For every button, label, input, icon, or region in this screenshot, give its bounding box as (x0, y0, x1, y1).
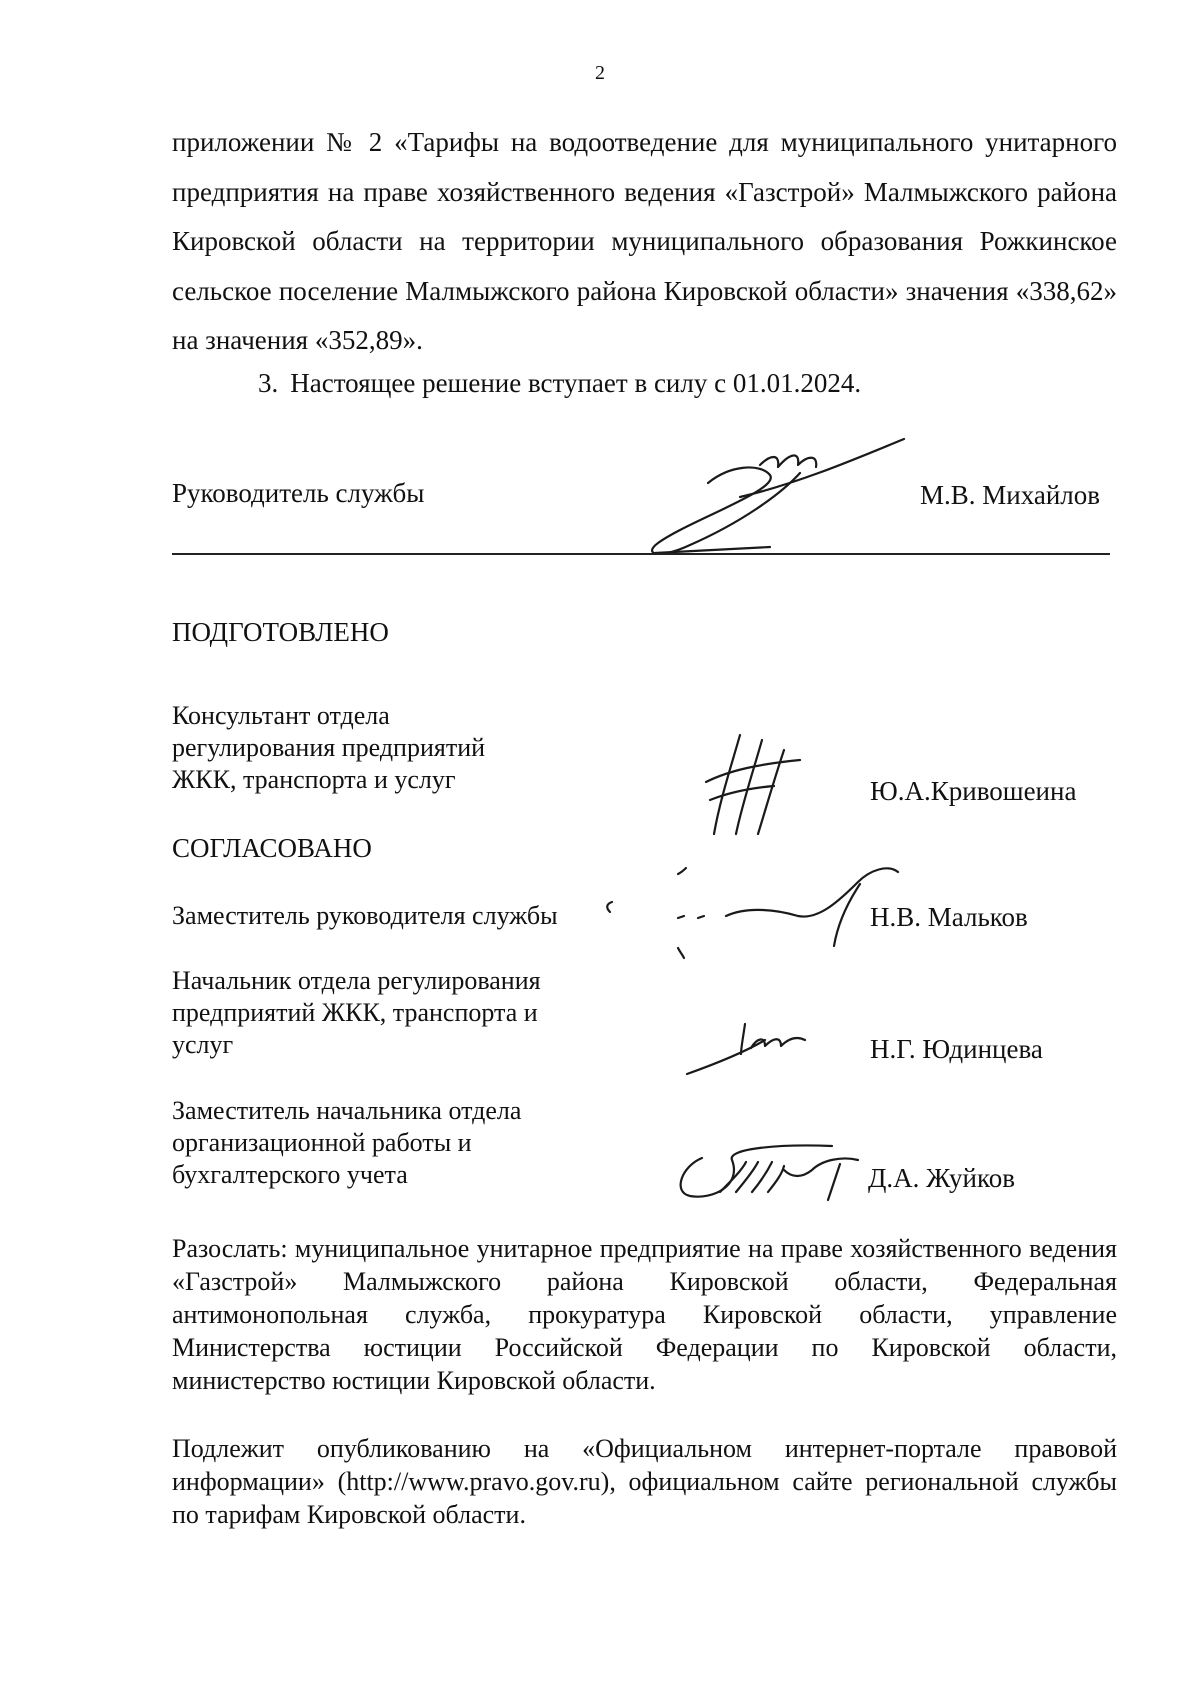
agreed-name-2: Н.Г. Юдинцева (870, 1034, 1043, 1064)
agreed-name-1: Н.В. Мальков (870, 902, 1028, 932)
head-handwritten-signature (630, 435, 910, 560)
agreed-handwritten-signature-3 (672, 1130, 882, 1204)
role-line: организационной работы и (172, 1128, 472, 1157)
head-title: Руководитель службы (172, 478, 425, 508)
agreed-handwritten-signature-2 (685, 1018, 815, 1078)
role-line: предприятий ЖКК, транспорта и (172, 998, 538, 1027)
numbered-item-3 (258, 368, 861, 399)
distribution-paragraph: Разослать: муниципальное унитарное предприятие на праве хозяйственного ведения «Газстрой» Малмыжского района Кировской области, Федеральная антимонопольная служба, прокуратура Кировской области, управление Министерства юстиции Российской Федерации по Кировской области, министерство юстиции Кировской области. (172, 1234, 1117, 1395)
prepared-name: Ю.А.Кривошеина (870, 776, 1077, 806)
publication-paragraph: Подлежит опубликованию на «Официальном интернет-портале правовой информации» (http://www.pravo.gov.ru), официальном сайте региональной службы по тарифам Кировской области. (172, 1434, 1117, 1529)
role-line: Заместитель руководителя службы (172, 901, 558, 930)
item-text: Настоящее решение вступает в силу с 01.01.2024. (290, 368, 862, 398)
role-line: бухгалтерского учета (172, 1160, 408, 1189)
role-line: Заместитель начальника отдела (172, 1096, 522, 1125)
agreed-role-3 (172, 1095, 637, 1191)
prepared-role (172, 700, 485, 796)
agreed-heading: СОГЛАСОВАНО (172, 833, 372, 863)
intro-paragraph: приложении № 2 «Тарифы на водоотведение для муниципального унитарного предприятия на праве хозяйственного ведения «Газстрой» Малмыжского района Кировской области на территории муниципального образования Рожкинское сельское поселение Малмыжского района Кировской области» значения «338,62» на значения «352,89». (172, 127, 1117, 355)
head-name: М.В. Михайлов (920, 480, 1101, 510)
prepared-heading: ПОДГОТОВЛЕНО (172, 617, 389, 647)
role-line: ЖКК, транспорта и услуг (172, 765, 456, 794)
agreed-role-1 (172, 900, 558, 932)
signature-divider-line (172, 553, 1110, 555)
item-number: 3. (258, 368, 279, 398)
agreed-role-2 (172, 965, 637, 1061)
role-line: Консультант отдела (172, 701, 390, 730)
role-line: Начальник отдела регулирования (172, 966, 541, 995)
role-line: регулирования предприятий (172, 733, 486, 762)
agreed-name-3: Д.А. Жуйков (868, 1163, 1015, 1193)
prepared-handwritten-signature (700, 730, 810, 840)
role-line: услуг (172, 1030, 234, 1059)
page-number: 2 (595, 62, 605, 84)
agreed-handwritten-signature-1 (598, 862, 910, 958)
